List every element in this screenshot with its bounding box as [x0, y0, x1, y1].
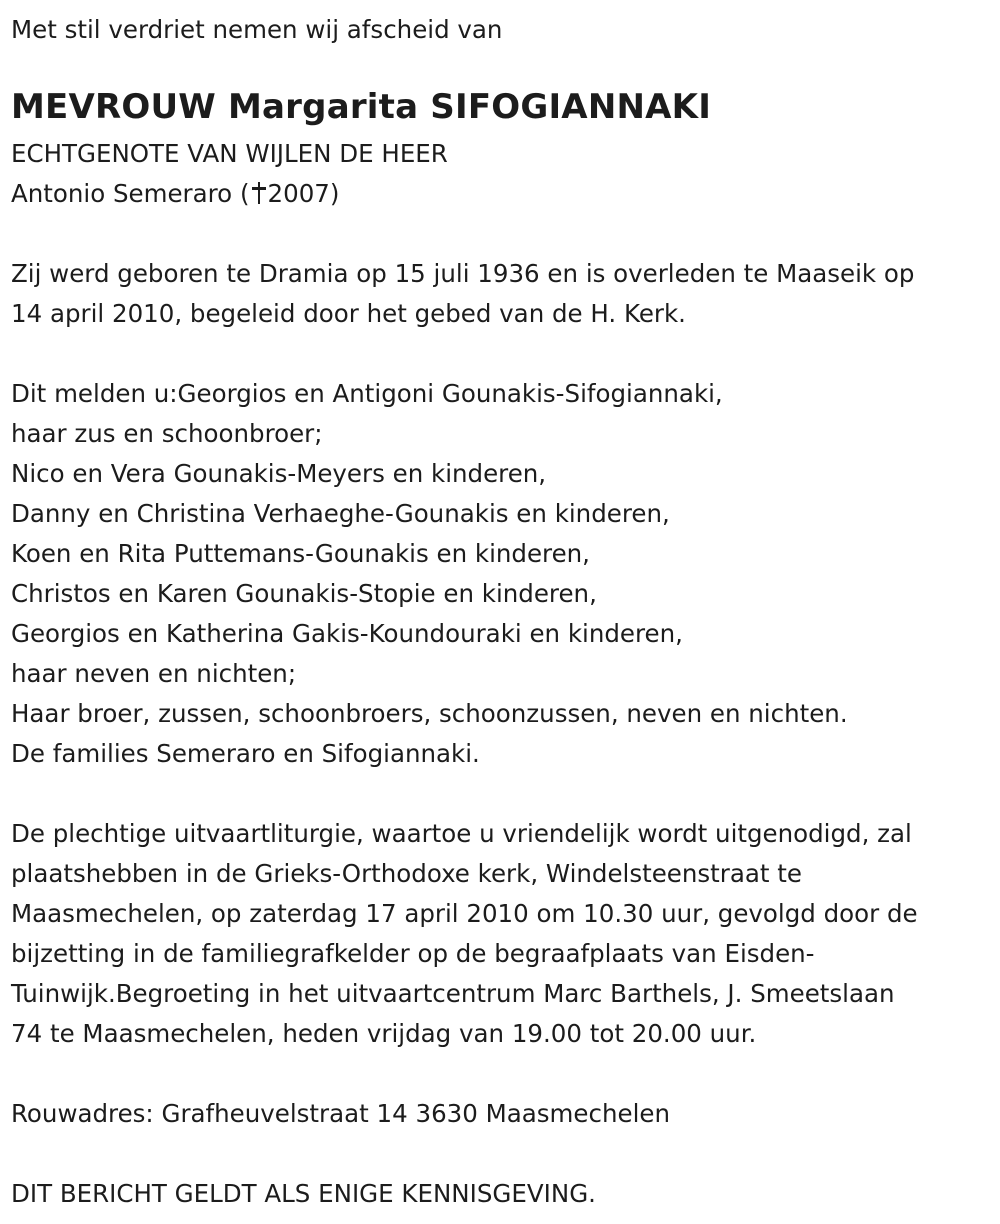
announcer-line: Nico en Vera Gounakis-Meyers en kinderen,	[11, 459, 547, 488]
spacer	[11, 774, 1000, 814]
birth-death-line: 14 april 2010, begeleid door het gebed van de H. Kerk.	[11, 299, 686, 328]
announcer-line: Georgios en Katherina Gakis-Koundouraki en kinderen,	[11, 619, 683, 648]
spacer	[11, 50, 1000, 77]
announcer-line: Christos en Karen Gounakis-Stopie en kinderen,	[11, 579, 597, 608]
spacer	[11, 334, 1000, 374]
funeral-line: Maasmechelen, op zaterdag 17 april 2010 om 10.30 uur, gevolgd door de	[11, 899, 918, 928]
mourning-address: Rouwadres: Grafheuvelstraat 14 3630 Maasmechelen	[11, 1099, 670, 1128]
spouse-name	[11, 174, 1000, 214]
deceased-name: MEVROUW Margarita SIFOGIANNAKI	[11, 87, 712, 127]
birth-death-paragraph	[11, 254, 1000, 334]
spacer	[11, 1054, 1000, 1094]
announcer-line: De families Semeraro en Sifogiannaki.	[11, 739, 480, 768]
announcer-line: Haar broer, zussen, schoonbroers, schoonzussen, neven en nichten.	[11, 699, 848, 728]
spacer	[11, 1134, 1000, 1174]
spouse-death-year: 2007)	[267, 179, 340, 208]
announcer-line: Dit melden u:Georgios en Antigoni Gounakis-Sifogiannaki,	[11, 379, 723, 408]
announcer-line: haar zus en schoonbroer;	[11, 419, 323, 448]
funeral-line: Tuinwijk.Begroeting in het uitvaartcentrum Marc Barthels, J. Smeetslaan	[11, 979, 895, 1008]
spouse-title: ECHTGENOTE VAN WIJLEN DE HEER	[11, 139, 448, 168]
spouse-name-prefix: Antonio Semeraro (	[11, 179, 250, 208]
announcer-line: Danny en Christina Verhaeghe-Gounakis en kinderen,	[11, 499, 670, 528]
funeral-paragraph	[11, 814, 1000, 1054]
cross-icon	[252, 182, 266, 204]
spacer	[11, 214, 1000, 254]
funeral-line: plaatshebben in de Grieks-Orthodoxe kerk, Windelsteenstraat te	[11, 859, 802, 888]
notice-text: DIT BERICHT GELDT ALS ENIGE KENNISGEVING.	[11, 1179, 596, 1208]
funeral-line: bijzetting in de familiegrafkelder op de begraafplaats van Eisden-	[11, 939, 815, 968]
announcers-list	[11, 374, 1000, 774]
funeral-line: 74 te Maasmechelen, heden vrijdag van 19.00 tot 20.00 uur.	[11, 1019, 757, 1048]
intro-text: Met stil verdriet nemen wij afscheid van	[11, 15, 503, 44]
announcer-line: Koen en Rita Puttemans-Gounakis en kinderen,	[11, 539, 590, 568]
announcer-line: haar neven en nichten;	[11, 659, 297, 688]
birth-death-line: Zij werd geboren te Dramia op 15 juli 1936 en is overleden te Maaseik op	[11, 259, 915, 288]
funeral-line: De plechtige uitvaartliturgie, waartoe u vriendelijk wordt uitgenodigd, zal	[11, 819, 912, 848]
